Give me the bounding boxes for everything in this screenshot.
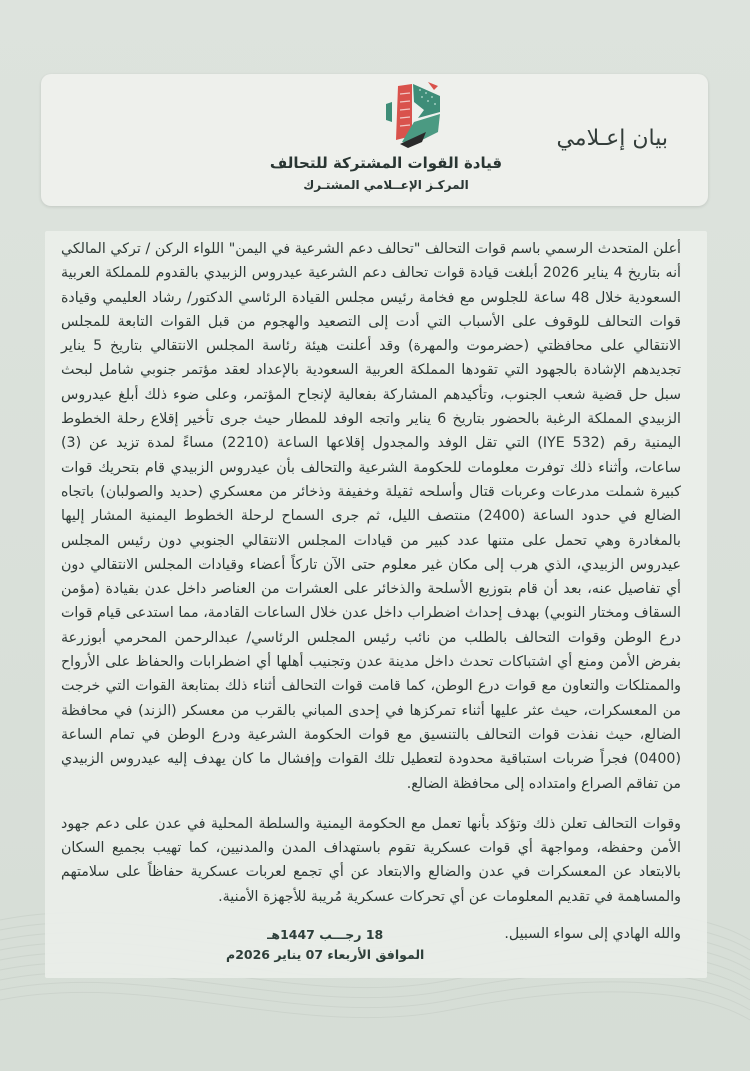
- gregorian-date: الموافق الأربعاء 07 يناير 2026م: [226, 947, 425, 963]
- date-block: [226, 923, 424, 965]
- header-card: [41, 74, 708, 206]
- closing-sentence: والله الهادي إلى سواء السبيل.: [504, 926, 681, 943]
- coalition-emblem-icon: [378, 78, 450, 150]
- department-name: المركـز الإعــلامي المشتـرك: [303, 178, 469, 192]
- closing-block: [61, 923, 681, 965]
- document-type-title: بيان إعـلامي: [556, 126, 668, 151]
- hijri-date: 18 رجـــب 1447هـ: [267, 927, 384, 943]
- statement-body: [45, 231, 707, 978]
- organization-name: قيادة القوات المشتركة للتحالف: [269, 154, 503, 172]
- statement-paragraph-2: وقوات التحالف تعلن ذلك وتؤكد بأنها تعمل مع الحكومة اليمنية والسلطة المحلية في عدن على دعم جهود الأمن وحفظه، ومواجهة أي قوات عسكرية تقوم باستهداف المدن والمدنيين، كما تهيب بجميع السكان بالابتعاد عن المعسكرات في عدن والضالع والابتعاد عن أي تجمع لعربات عسكرية حفاظاً على سلامتهم والمساهمة في تقديم المعلومات عن أي تحركات عسكرية مُريبة للأجهزة الأمنية.: [61, 815, 681, 905]
- statement-paragraph-1: أعلن المتحدث الرسمي باسم قوات التحالف "تحالف دعم الشرعية في اليمن" اللواء الركن / تركي المالكي أنه بتاريخ 4 يناير 2026 أبلغت قيادة قوات تحالف دعم الشرعية عيدروس الزبيدي بالقدوم للمملكة العربية السعودية خلال 48 ساعة للجلوس مع فخامة رئيس مجلس القيادة الرئاسي الدكتور/ رشاد العليمي وقيادة قوات التحالف للوقوف على الأسباب التي أدت إلى التصعيد والهجوم من قبل القوات التابعة للمجلس الانتقالي على محافظتي (حضرموت والمهرة) وقد أعلنت هيئة رئاسة المجلس الانتقالي بتاريخ 5 يناير تجديدهم الإشادة بالجهود التي تقودها المملكة العربية السعودية بالإعداد لعقد مؤتمر جنوبي شامل لبحث سبل حل قضية شعب الجنوب، وتأكيدهم المشاركة بفعالية لإنجاح المؤتمر، وعلى ضوء ذلك أبلغ عيدروس الزبيدي المملكة الرغبة بالحضور بتاريخ 6 يناير واتجه الوفد للمطار حيث جرى تأخير إقلاع رحلة الخطوط اليمنية رقم (IYE 532) التي تقل الوفد والمجدول إقلاعها الساعة (2210) مساءً لمدة تزيد عن (3) ساعات، وأثناء ذلك توفرت معلومات للحكومة الشرعية والتحالف بأن عيدروس الزبيدي قام بتحريك قوات كبيرة شملت مدرعات وعربات قتال وأسلحه ثقيلة وخفيفة وذخائر من معسكري (حديد والصولبان) باتجاه الضالع في حدود الساعة (2400) منتصف الليل، ثم جرى السماح لرحلة الخطوط اليمنية المشار إليها بالمغادرة وهي تحمل على متنها عدد كبير من قيادات المجلس الانتقالي الجنوبي دون رئيس المجلس عيدروس الزبيدي، الذي هرب إلى مكان غير معلوم حتى الآن تاركاً أعضاء وقيادات المجلس الانتقالي دون أي تفاصيل عنه، بعد أن قام بتوزيع الأسلحة والذخائر على العشرات من العناصر داخل عدن بقيادة (مؤمن السقاف ومختار النوبي) بهدف إحداث اضطراب داخل عدن خلال الساعات القادمة، مما استدعى قيام قوات درع الوطن وقوات التحالف بالطلب من نائب رئيس المجلس الرئاسي/ عبدالرحمن المحرمي أبوزرعة بفرض الأمن ومنع أي اشتباكات تحدث داخل مدينة عدن وتجنيب أهلها أي اضطرابات والحفاظ على الأرواح والممتلكات والتعاون مع قوات درع الوطن، كما قامت قوات التحالف أثناء ذلك بمتابعة القوات التي خرجت من المعسكرات، حيث عثر عليها أثناء تمركزها في إحدى المباني بالقرب من معسكر (الزند) في محافظة الضالع، حيث نفذت قوات التحالف بالتنسيق مع قوات الحكومة الشرعية ودرع الوطن في تمام الساعة (0400) فجراً ضربات استباقية محدودة لتعطيل تلك القوات وإفشال ما كان يهدف إليه عيدروس الزبيدي من تفاقم الصراع وامتداده إلى محافظة الضالع.: [61, 241, 682, 792]
